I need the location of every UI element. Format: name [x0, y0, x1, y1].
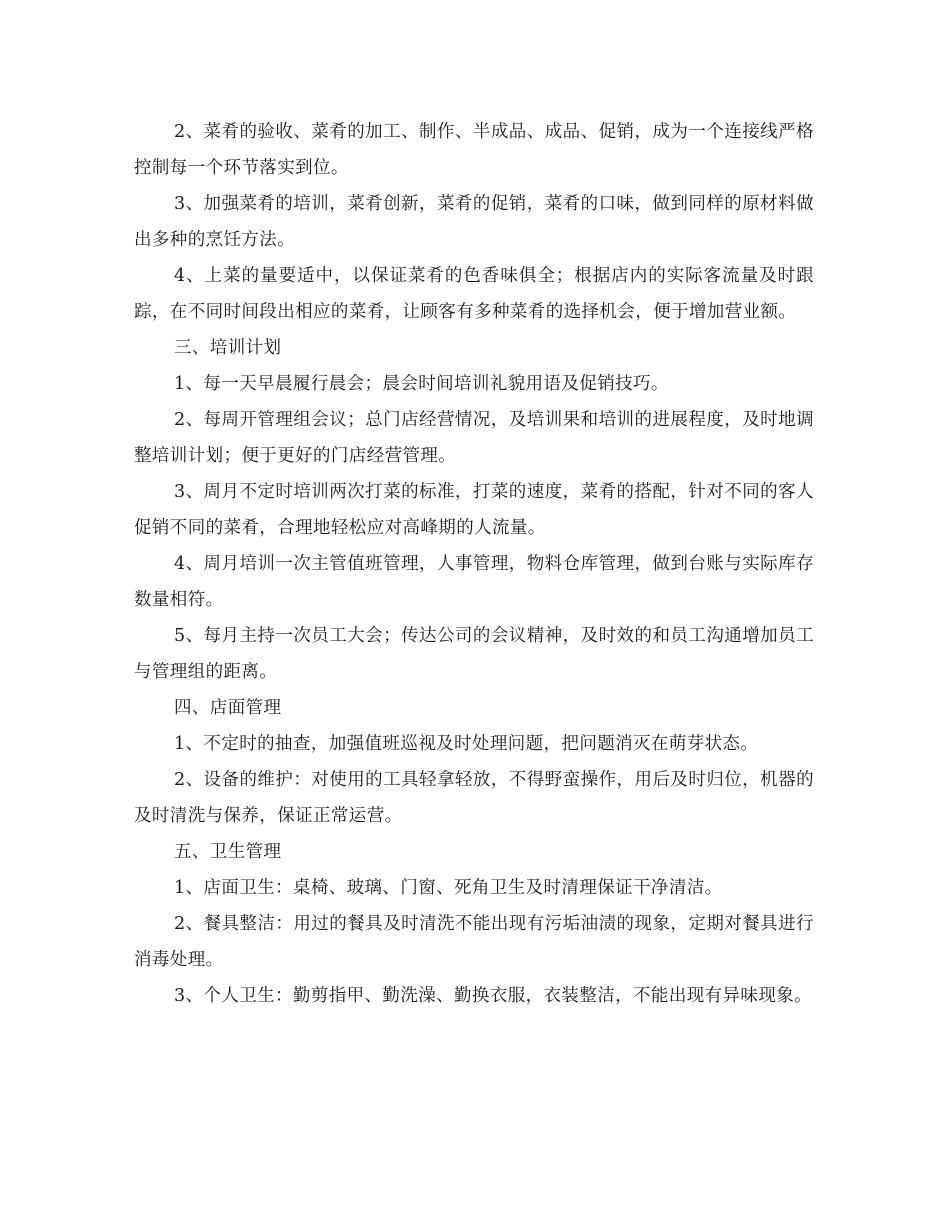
paragraph-store-hygiene: 1、店面卫生：桌椅、玻璃、门窗、死角卫生及时清理保证干净清洁。	[174, 878, 723, 898]
paragraph-serving-training: 3、周月不定时培训两次打菜的标准，打菜的速度，菜肴的搭配，针对不同的客人促销不同的菜肴，合理地轻松应对高峰期的人流量。	[134, 482, 814, 538]
paragraph-personal-hygiene: 3、个人卫生：勤剪指甲、勤洗澡、勤换衣服，衣装整洁，不能出现有异味现象。	[174, 986, 813, 1006]
paragraph-dishes-inspection: 2、菜肴的验收、菜肴的加工、制作、半成品、成品、促销，成为一个连接线严格控制每一个环节落实到位。	[134, 122, 814, 178]
paragraph-spot-checks: 1、不定时的抽查，加强值班巡视及时处理问题，把问题消灭在萌芽状态。	[174, 734, 759, 754]
section-heading-hygiene-management: 五、卫生管理	[174, 842, 282, 862]
section-heading-training-plan: 三、培训计划	[174, 338, 282, 358]
document-body	[134, 114, 814, 1014]
paragraph-staff-meeting: 5、每月主持一次员工大会；传达公司的会议精神，及时效的和员工沟通增加员工与管理组的距离。	[134, 626, 814, 682]
section-heading-store-management: 四、店面管理	[174, 698, 282, 718]
paragraph-equipment-maintenance: 2、设备的维护：对使用的工具轻拿轻放，不得野蛮操作，用后及时归位，机器的及时清洗与保养，保证正常运营。	[134, 770, 814, 826]
paragraph-tableware-hygiene: 2、餐具整洁：用过的餐具及时清洗不能出现有污垢油渍的现象，定期对餐具进行消毒处理。	[134, 914, 814, 970]
paragraph-dishes-training: 3、加强菜肴的培训，菜肴创新，菜肴的促销，菜肴的口味，做到同样的原材料做出多种的烹饪方法。	[134, 194, 814, 250]
paragraph-supervisor-training: 4、周月培训一次主管值班管理，人事管理，物料仓库管理，做到台账与实际库存数量相符。	[134, 554, 814, 610]
paragraph-morning-meeting: 1、每一天早晨履行晨会；晨会时间培训礼貌用语及促销技巧。	[174, 374, 669, 394]
paragraph-serving-quantity: 4、上菜的量要适中，以保证菜肴的色香味俱全；根据店内的实际客流量及时跟踪，在不同时间段出相应的菜肴，让顾客有多种菜肴的选择机会，便于增加营业额。	[134, 266, 814, 322]
paragraph-weekly-meeting: 2、每周开管理组会议；总门店经营情况，及培训果和培训的进展程度，及时地调整培训计划；便于更好的门店经营管理。	[134, 410, 814, 466]
